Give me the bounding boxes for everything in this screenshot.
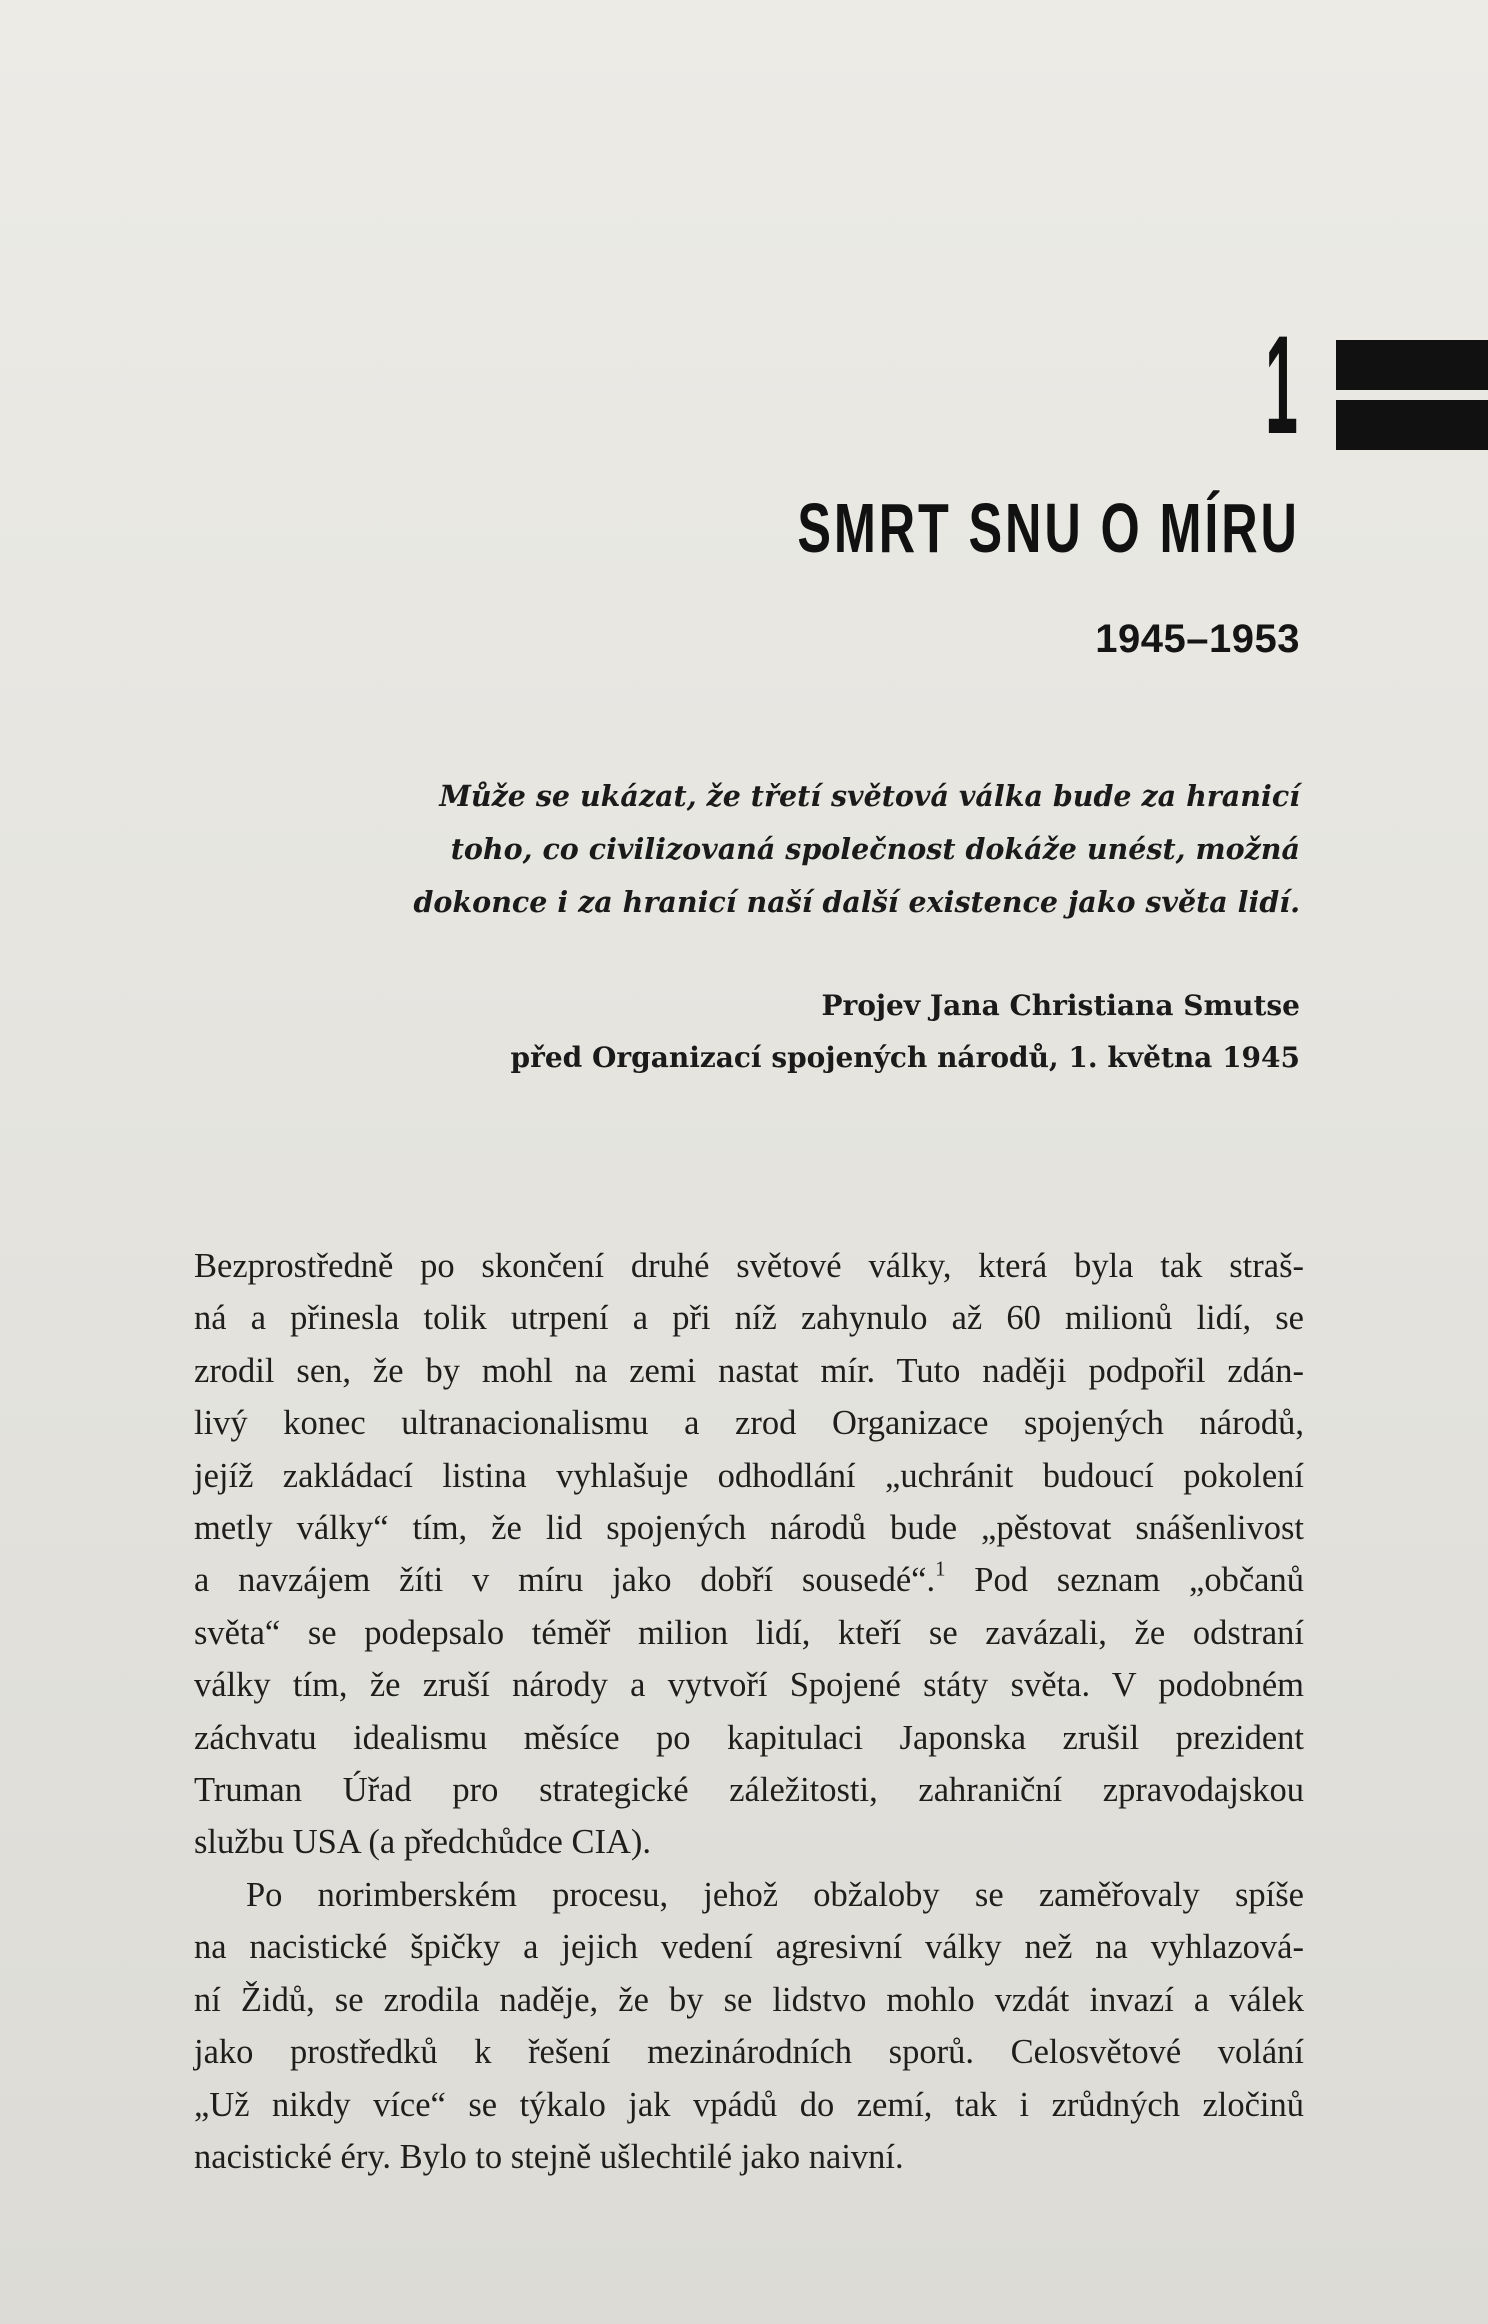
footnote-reference[interactable]: 1 (935, 1558, 946, 1581)
chapter-number: 1 (1265, 306, 1298, 463)
body-line: jako prostředků k řešení mezinárodních sporů. Celosvětové volání (194, 2033, 1304, 2072)
chapter-marker-bar-top (1336, 340, 1488, 390)
body-line: světa“ se podepsalo téměř milion lidí, kteří se zavázali, že odstraní (194, 1613, 1304, 1652)
body-line: ní Židů, se zrodila naděje, že by se lidstvo mohlo vzdát invazí a válek (194, 1980, 1304, 2019)
epigraph-line: toho, co civilizovaná společnost dokáže unést, možná (450, 832, 1300, 866)
body-line: jejíž zakládací listina vyhlašuje odhodlání „uchránit budoucí pokolení (194, 1456, 1304, 1495)
body-line-text: a navzájem žíti v míru jako dobří sousedé“. (194, 1561, 936, 1600)
body-text (194, 1240, 1304, 2183)
body-line: Truman Úřad pro strategické záležitosti, zahraniční zpravodajskou (194, 1771, 1304, 1810)
body-line: Bezprostředně po skončení druhé světové války, která byla tak straš- (194, 1247, 1304, 1285)
epigraph-attribution (400, 980, 1300, 1084)
epigraph-line: Může se ukázat, že třetí světová válka bude za hranicí (439, 779, 1300, 813)
epigraph-quote (400, 770, 1300, 929)
body-line: službu USA (a předchůdce CIA). (194, 1823, 652, 1862)
chapter-marker-bar-bottom (1336, 400, 1488, 450)
attribution-line: Projev Jana Christiana Smutse (821, 989, 1300, 1022)
body-line: Po norimberském procesu, jehož obžaloby se zaměřovaly spíše (246, 1875, 1304, 1914)
epigraph-line: dokonce i za hranicí naší další existence jako světa lidí. (413, 885, 1300, 919)
body-line: metly války“ tím, že lid spojených národů bude „pěstovat snášenlivost (194, 1509, 1304, 1548)
body-line: na nacistické špičky a jejich vedení agresivní války než na vyhlazová- (194, 1928, 1304, 1967)
body-line: ná a přinesla tolik utrpení a při níž zahynulo až 60 milionů lidí, se (194, 1299, 1304, 1338)
chapter-title: SMRT SNU O MÍRU (797, 489, 1300, 567)
body-line-with-footnote (194, 1554, 1304, 1606)
chapter-years: 1945–1953 (1095, 617, 1300, 661)
body-line: nacistické éry. Bylo to stejně ušlechtilé jako naivní. (194, 2137, 904, 2176)
body-line-tail: Pod seznam „občanů (945, 1561, 1304, 1600)
body-line: války tím, že zruší národy a vytvoří Spojené státy světa. V podobném (194, 1666, 1304, 1705)
body-line: „Už nikdy více“ se týkalo jak vpádů do zemí, tak i zrůdných zločinů (194, 2085, 1304, 2124)
attribution-line: před Organizací spojených národů, 1. května 1945 (510, 1041, 1300, 1074)
body-line: livý konec ultranacionalismu a zrod Organizace spojených národů, (194, 1404, 1304, 1443)
body-line: záchvatu idealismu měsíce po kapitulaci Japonska zrušil prezident (194, 1718, 1304, 1757)
body-line: zrodil sen, že by mohl na zemi nastat mír. Tuto naději podpořil zdán- (194, 1351, 1304, 1390)
